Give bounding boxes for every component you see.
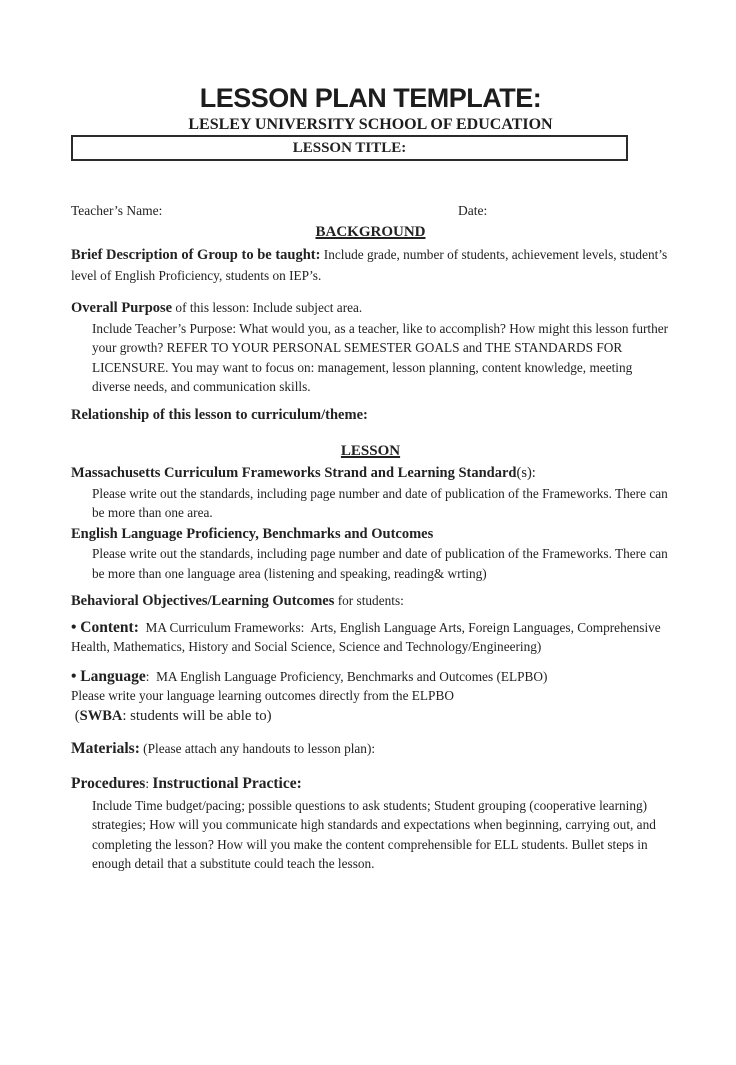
overall-purpose-text: of this lesson: Include subject area. (172, 300, 363, 315)
overall-purpose-label: Overall Purpose (71, 300, 173, 316)
language-bullet-text: : MA English Language Proficiency, Benchmarks and Outcomes (ELPBO) (145, 668, 548, 684)
elp-heading (71, 525, 670, 545)
procedures-separator: : (145, 776, 153, 791)
language-outcomes-line: Please write your language learning outcomes directly from the ELPBO (71, 688, 454, 703)
swba-label: SWBA (79, 707, 123, 724)
document-page (0, 84, 736, 1065)
relationship-heading (71, 406, 670, 426)
page-title: LESSON PLAN TEMPLATE: (199, 83, 542, 113)
language-bullet-label: • Language (71, 667, 146, 685)
teacher-name-label: Teacher’s Name: (71, 203, 163, 218)
brief-description-paragraph (71, 245, 670, 285)
swba-open: ( (71, 707, 80, 724)
content-bullet-label: • Content: (71, 618, 139, 636)
overall-purpose-line (71, 298, 670, 319)
materials-line (71, 739, 670, 759)
content-bullet-text: MA Curriculum Frameworks: Arts, English Language Arts, Foreign Languages, Comprehensive Health, Mathematics, History and Social Science, Science and Technology/Engineering) (71, 619, 665, 654)
background-heading-text: BACKGROUND (315, 224, 426, 240)
teacher-date-row (71, 203, 670, 218)
content-bullet-paragraph (71, 618, 670, 657)
materials-text: (Please attach any handouts to lesson plan): (139, 740, 376, 756)
date-label: Date: (458, 203, 488, 218)
lesson-heading-text: LESSON (340, 443, 401, 459)
procedures-detail: Include Time budget/pacing; possible questions to ask students; Student grouping (cooperative learning) strategies; How will you communicate high standards and expectations when beginning, carrying out, and completing the lesson? How will you make the content comprehensible for ELL students. Bullet steps in enough detail that a substitute could teach the lesson. (92, 797, 660, 871)
frameworks-label: Massachusetts Curriculum Frameworks Strand and Learning Standard (71, 465, 517, 481)
behavioral-label: Behavioral Objectives/Learning Outcomes (71, 593, 335, 609)
procedures-label2: Instructional Practice: (152, 775, 302, 792)
relationship-label: Relationship of this lesson to curriculum/theme: (71, 406, 368, 423)
procedures-label: Procedures (71, 775, 146, 792)
lesson-title-label: LESSON TITLE: (292, 140, 407, 156)
elp-detail: Please write out the standards, including page number and date of publication of the Frameworks. There can be more than one language area (listening and speaking, reading& wrting) (92, 546, 672, 581)
materials-label: Materials: (71, 739, 140, 757)
behavioral-heading (71, 591, 670, 612)
procedures-heading (71, 774, 670, 794)
lesson-heading (71, 443, 670, 460)
brief-description-label: Brief Description of Group to be taught: (71, 247, 321, 263)
page-subtitle: LESLEY UNIVERSITY SCHOOL OF EDUCATION (188, 116, 553, 133)
behavioral-suffix: for students: (334, 593, 404, 608)
frameworks-heading (71, 464, 670, 484)
swba-text: : students will be able to) (122, 707, 272, 724)
swba-line (71, 706, 670, 726)
brief-description-text: Include grade, number of students, achievement levels, student’s level of English Proficiency, students on IEP’s. (71, 247, 671, 283)
frameworks-detail: Please write out the standards, including page number and date of publication of the Frameworks. There can be more than one area. (92, 485, 672, 520)
language-bullet-paragraph (71, 667, 670, 687)
background-heading (71, 224, 670, 241)
overall-purpose-detail: Include Teacher’s Purpose: What would you, as a teacher, like to accomplish? How might this lesson further your growth? REFER TO YOUR PERSONAL SEMESTER GOALS and THE STANDARDS FOR LICENSURE. You may want to focus on: management, lesson planning, content knowledge, meeting diverse needs, and communication skills. (92, 320, 672, 394)
lesson-title-box (71, 135, 628, 161)
frameworks-suffix: (s): (516, 465, 536, 481)
elp-label: English Language Proficiency, Benchmarks and Outcomes (71, 525, 434, 542)
